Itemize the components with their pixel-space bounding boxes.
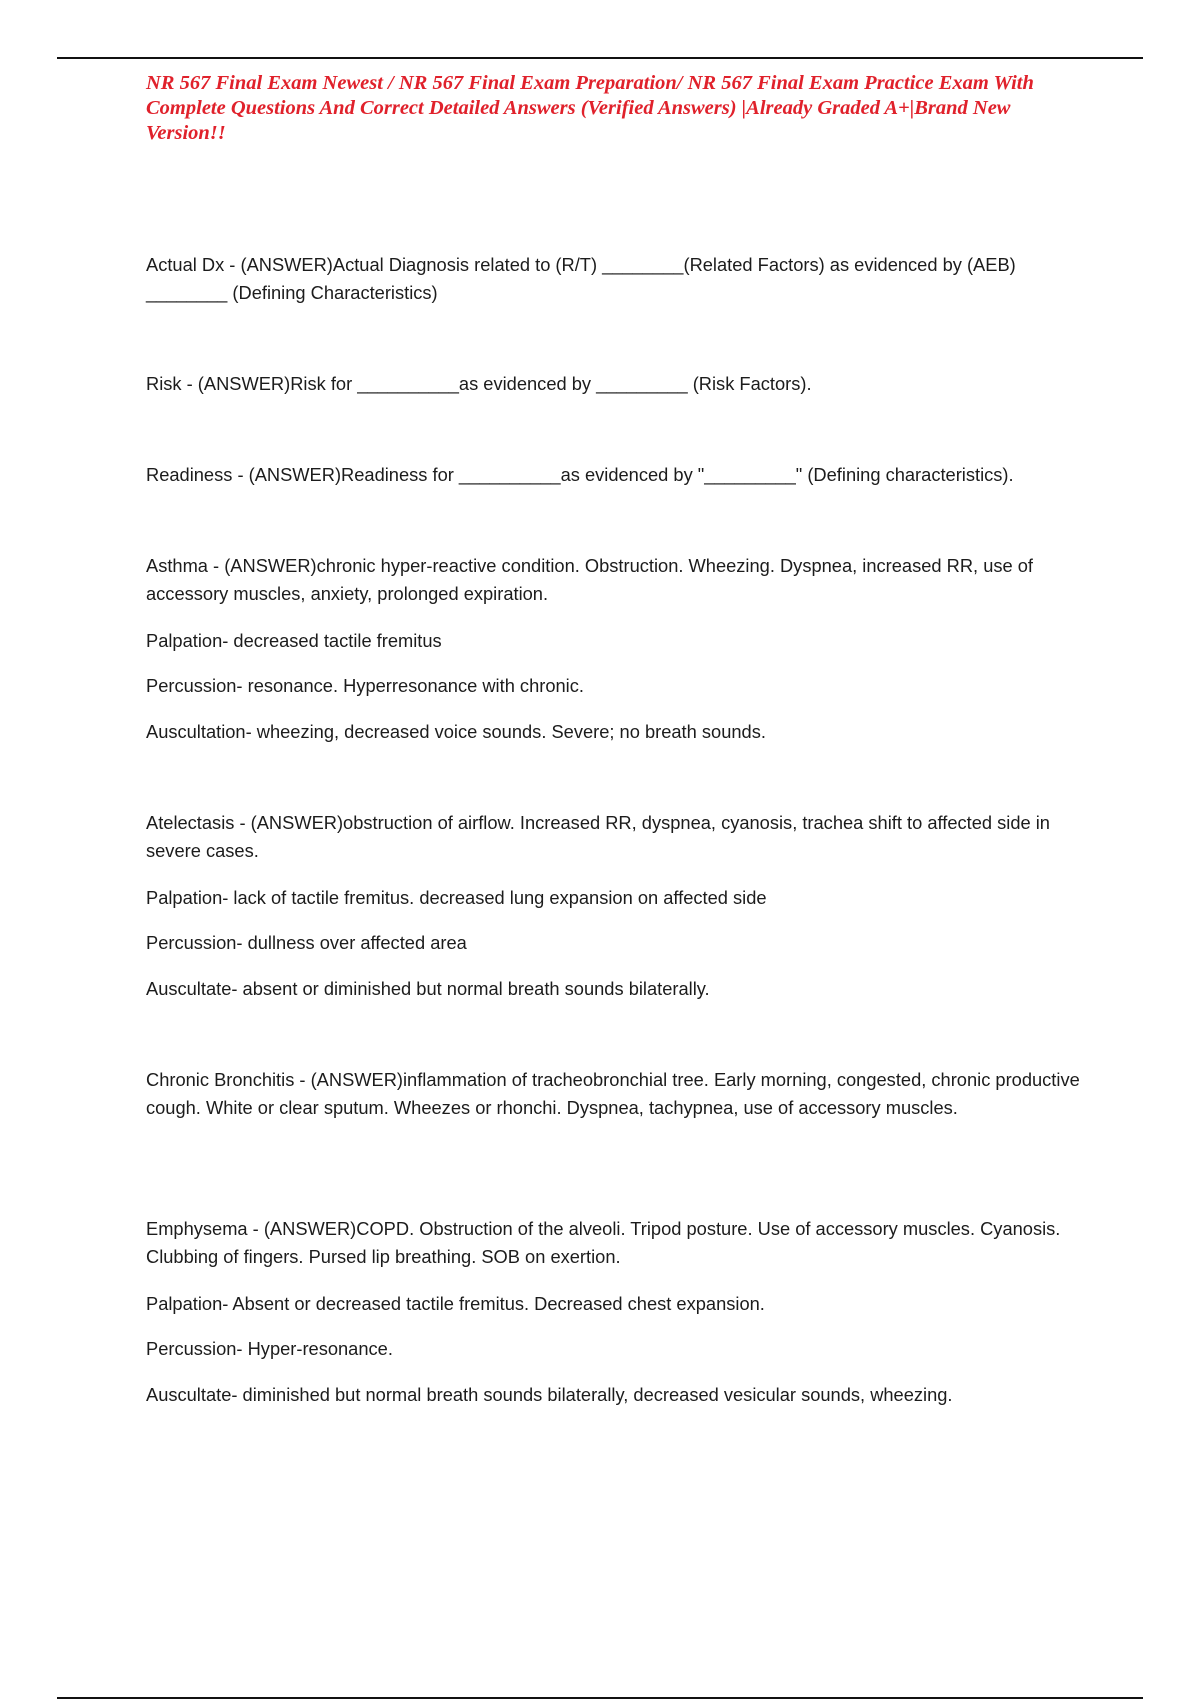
paragraph-asthma-percussion: Percussion- resonance. Hyperresonance with chronic. — [146, 675, 584, 696]
paragraph-atelectasis: Atelectasis - (ANSWER)obstruction of airflow. Increased RR, dyspnea, cyanosis, trachea shift to affected side in severe cases. — [146, 812, 1050, 861]
paragraph-atelectasis-palpation: Palpation- lack of tactile fremitus. decreased lung expansion on affected side — [146, 887, 767, 908]
paragraph-asthma-auscultation: Auscultation- wheezing, decreased voice sounds. Severe; no breath sounds. — [146, 721, 766, 742]
paragraph-atelectasis-auscultate: Auscultate- absent or diminished but normal breath sounds bilaterally. — [146, 978, 710, 999]
paragraph-chronic-bronchitis: Chronic Bronchitis - (ANSWER)inflammation of tracheobronchial tree. Early morning, congested, chronic productive cough. White or clear sputum. Wheezes or rhonchi. Dyspnea, tachypnea, use of accessory muscles. — [146, 1069, 1080, 1118]
paragraph-emphysema-auscultate: Auscultate- diminished but normal breath sounds bilaterally, decreased vesicular sounds, wheezing. — [146, 1384, 953, 1405]
paragraph-emphysema-percussion: Percussion- Hyper-resonance. — [146, 1338, 393, 1359]
paragraph-emphysema-palpation: Palpation- Absent or decreased tactile fremitus. Decreased chest expansion. — [146, 1293, 765, 1314]
bottom-divider — [57, 1697, 1143, 1699]
top-divider — [57, 57, 1143, 59]
paragraph-atelectasis-percussion: Percussion- dullness over affected area — [146, 932, 467, 953]
document-title: NR 567 Final Exam Newest / NR 567 Final Exam Preparation/ NR 567 Final Exam Practice Exam With Complete Questions And Correct Detailed Answers (Verified Answers) |Already Graded A+|Brand New Version!! — [146, 72, 1034, 144]
paragraph-risk: Risk - (ANSWER)Risk for __________as evidenced by _________ (Risk Factors). — [146, 373, 812, 394]
paragraph-emphysema: Emphysema - (ANSWER)COPD. Obstruction of the alveoli. Tripod posture. Use of accessory muscles. Cyanosis. Clubbing of fingers. Pursed lip breathing. SOB on exertion. — [146, 1218, 1061, 1267]
paragraph-actual-dx: Actual Dx - (ANSWER)Actual Diagnosis related to (R/T) ________(Related Factors) as evidenced by (AEB) ________ (Defining Characteristics) — [146, 254, 1016, 303]
paragraph-asthma-palpation: Palpation- decreased tactile fremitus — [146, 630, 442, 651]
paragraph-asthma: Asthma - (ANSWER)chronic hyper-reactive condition. Obstruction. Wheezing. Dyspnea, increased RR, use of accessory muscles, anxiety, prolonged expiration. — [146, 555, 1033, 604]
paragraph-readiness: Readiness - (ANSWER)Readiness for __________as evidenced by "_________" (Defining characteristics). — [146, 464, 1014, 485]
